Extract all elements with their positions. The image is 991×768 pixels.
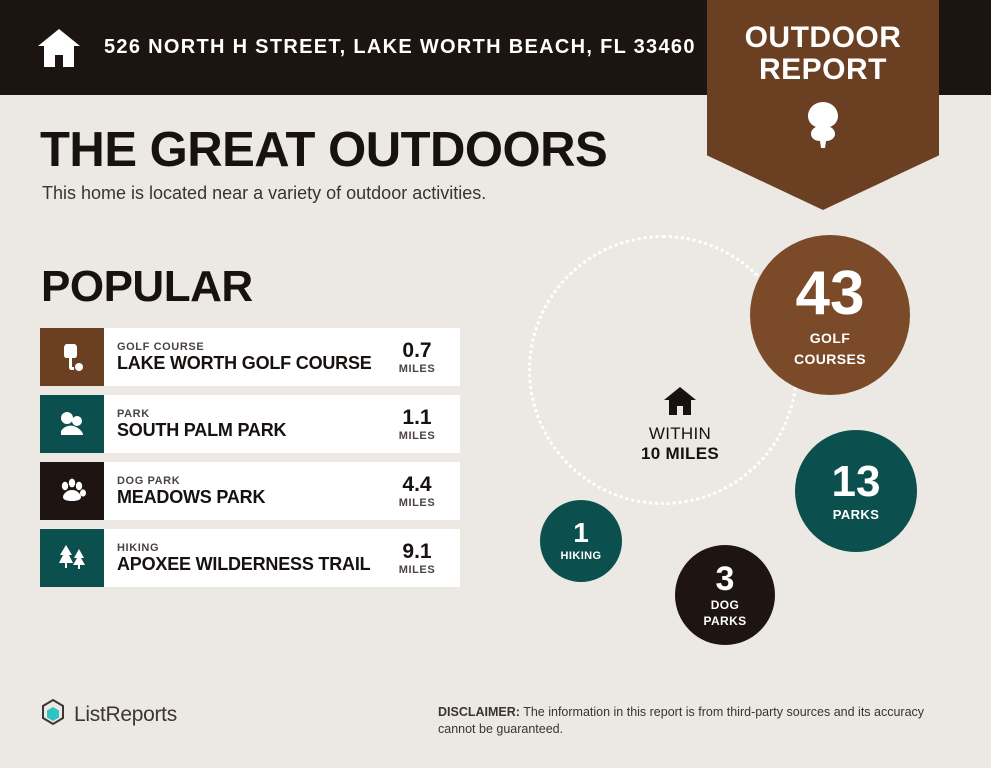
list-item-distance	[382, 529, 460, 587]
listreports-logo-icon	[40, 698, 66, 731]
stat-count: 43	[795, 258, 865, 328]
ribbon-title-line2: REPORT	[758, 52, 887, 86]
distance-unit: MILES	[398, 429, 436, 442]
list-item-text	[104, 529, 382, 587]
ribbon-text	[707, 22, 939, 85]
paw-icon	[40, 462, 104, 520]
outdoor-report-ribbon	[707, 0, 939, 210]
home-icon	[620, 385, 740, 422]
stat-label-line2: PARKS	[703, 614, 747, 628]
list-item-text	[104, 395, 382, 453]
list-item-name: LAKE WORTH GOLF COURSE	[117, 352, 372, 373]
list-item-distance	[382, 462, 460, 520]
list-item-name: MEADOWS PARK	[117, 486, 266, 507]
list-item[interactable]	[40, 529, 460, 587]
distance-unit: MILES	[398, 362, 436, 375]
listreports-logo[interactable]	[40, 698, 177, 731]
stat-bubble-dog-parks	[675, 545, 775, 645]
list-item-name: APOXEE WILDERNESS TRAIL	[117, 553, 371, 574]
list-item[interactable]	[40, 328, 460, 386]
stat-label-line2: COURSES	[793, 351, 867, 367]
list-item-name: SOUTH PALM PARK	[117, 419, 287, 440]
stat-label-line1: PARKS	[832, 506, 880, 522]
stat-count: 13	[831, 456, 881, 506]
distance-value: 9.1	[402, 539, 432, 563]
list-item[interactable]	[40, 395, 460, 453]
pine-trees-icon	[40, 529, 104, 587]
radius-center-label	[620, 385, 740, 464]
stat-label-line1: GOLF	[809, 329, 851, 346]
distance-value: 0.7	[402, 338, 432, 362]
distance-unit: MILES	[398, 563, 436, 576]
list-item-category: HIKING	[117, 541, 160, 554]
radius-distance-label: 10 MILES	[641, 444, 719, 463]
popular-heading: POPULAR	[41, 262, 253, 311]
radius-graphic	[500, 215, 970, 655]
stat-label-line1: DOG	[710, 597, 740, 612]
distance-value: 1.1	[402, 405, 432, 429]
golf-icon	[40, 328, 104, 386]
list-item-category: GOLF COURSE	[117, 340, 205, 353]
disclaimer	[438, 704, 948, 738]
list-item-distance	[382, 328, 460, 386]
stat-bubble-golf-courses	[750, 235, 910, 395]
list-item-text	[104, 462, 382, 520]
stat-bubble-parks	[795, 430, 917, 552]
tree-icon	[707, 100, 939, 155]
home-icon	[36, 27, 82, 69]
page-subtitle: This home is located near a variety of outdoor activities.	[42, 183, 487, 203]
property-address: 526 NORTH H STREET, LAKE WORTH BEACH, FL 33460	[104, 36, 696, 58]
listreports-logo-text: ListReports	[74, 702, 177, 726]
distance-value: 4.4	[402, 472, 432, 496]
stat-label-line1: HIKING	[560, 550, 602, 563]
list-item[interactable]	[40, 462, 460, 520]
page-title: THE GREAT OUTDOORS	[40, 123, 608, 177]
radius-within-label: WITHIN	[648, 424, 712, 443]
distance-unit: MILES	[398, 496, 436, 509]
disclaimer-text: The information in this report is from third-party sources and its accuracy cannot be guaranteed.	[438, 705, 925, 736]
stat-bubble-hiking	[540, 500, 622, 582]
list-item-distance	[382, 395, 460, 453]
list-item-category: DOG PARK	[117, 474, 181, 487]
popular-list	[40, 328, 460, 596]
disclaimer-label: DISCLAIMER:	[438, 705, 520, 719]
stat-count: 3	[715, 559, 735, 598]
radius-ring	[528, 235, 798, 505]
stat-count: 1	[573, 517, 589, 549]
list-item-category: PARK	[117, 407, 150, 420]
ribbon-title-line1: OUTDOOR	[744, 21, 902, 54]
list-item-text	[104, 328, 382, 386]
park-tree-icon	[40, 395, 104, 453]
